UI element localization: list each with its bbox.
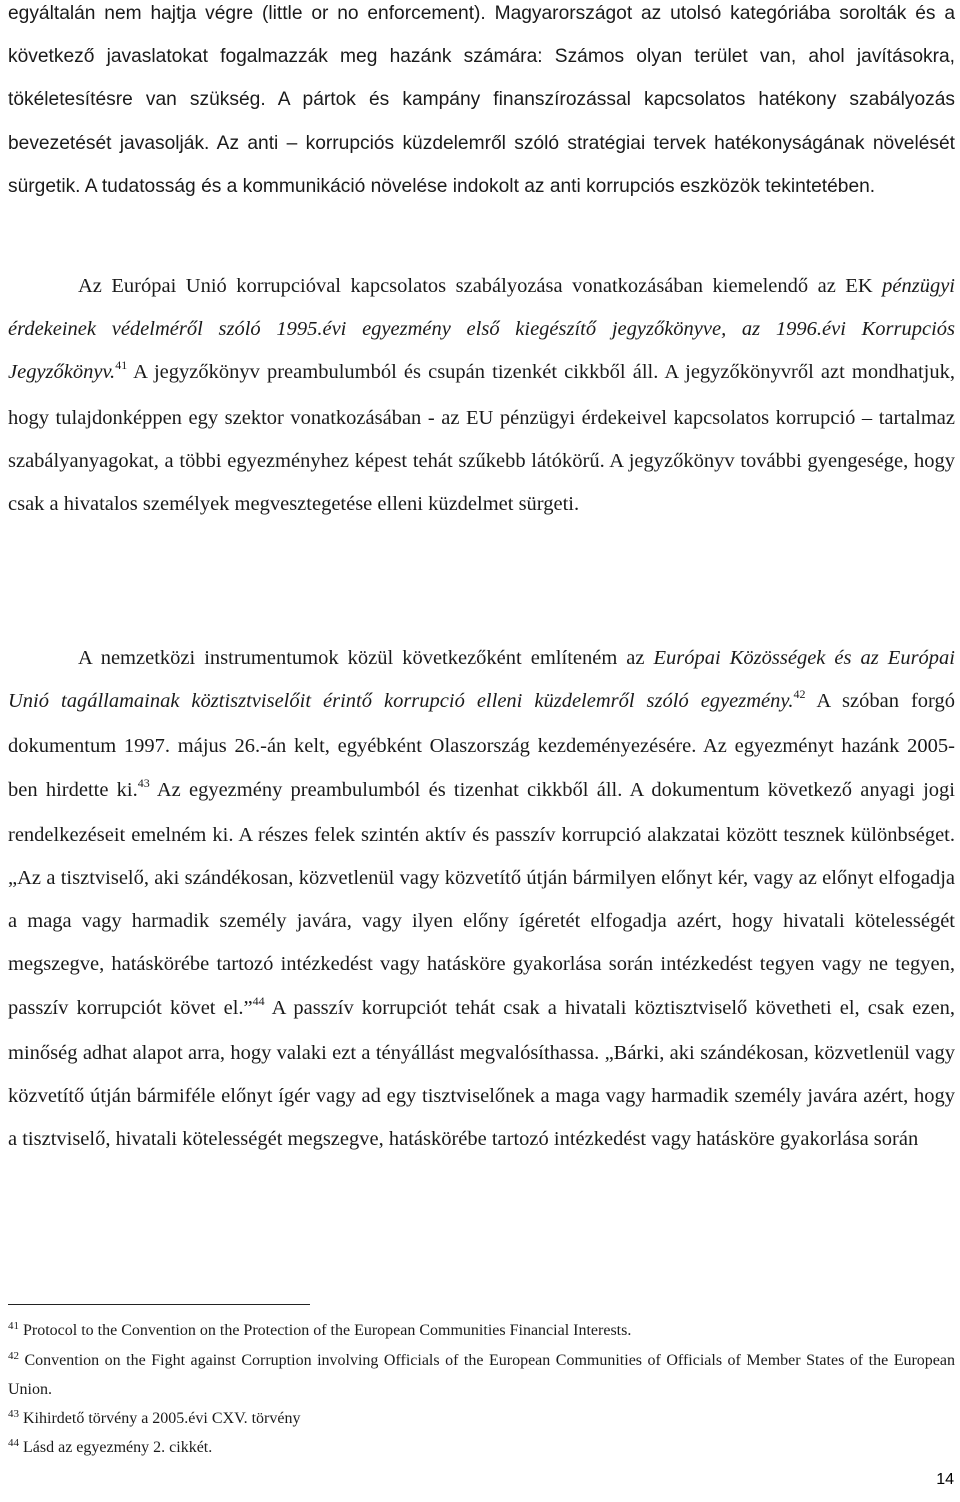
footnote-41 — [8, 1317, 955, 1347]
paragraph-3-text-d: Az egyezmény preambulumból és tizenhat cikkből áll. A dokumentum következő anyagi jogi rendelkezéseit emelném ki. A részes felek szintén aktív és passzív korrupció alakzatai között tesznek különbséget. „Az a tisztviselő, aki szándékosan, közvetlenül vagy közvetítő útján bármilyen előnyt kér, vagy az előnyt elfogadja a maga vagy harmadik személy javára, vagy ilyen előny ígéretét elfogadja azért, hogy hivatali kötelességét megszegve, hatáskörébe tartozó intézkedést vagy hatásköre gyakorlása során intézkedést tegyen vagy ne tegyen, passzív korrupciót követ el.” — [8, 778, 955, 1019]
footnote-text: Protocol to the Convention on the Protection of the European Communities Financial Interests. — [19, 1322, 632, 1339]
paragraph-1-text: egyáltalán nem hajtja végre (little or no enforcement). Magyarországot az utolsó kategóriába sorolták és a következő javaslatokat fogalmazzák meg hazánk számára: Számos olyan terület van, ahol javításokra, tökéletesítésre van szükség. A pártok és kampány finanszírozással kapcsolatos hatékony szabályozás bevezetését javasolják. Az anti – korrupciós küzdelemről szóló stratégiai tervek hatékonyságának növelését sürgetik. A tudatosság és a kommunikáció növelése indokolt az anti korrupciós eszközök tekintetében. — [8, 3, 955, 197]
footnote-number: 43 — [8, 1407, 19, 1420]
footnote-ref-43[interactable]: 43 — [137, 775, 150, 790]
paragraph-3-text-c: A szóban forgó dokumentum 1997. május 26.-án kelt, egyébként Olaszország kezdeményezésére. Az egyezményt hazánk 2005-ben hirdette ki. — [8, 690, 955, 801]
footnote-44 — [8, 1434, 955, 1464]
footnotes — [8, 1317, 955, 1464]
footnote-text: Lásd az egyezmény 2. cikkét. — [19, 1439, 213, 1456]
footnote-43 — [8, 1405, 955, 1435]
paragraph-1 — [8, 0, 955, 208]
footnote-ref-42[interactable]: 42 — [793, 687, 806, 702]
paragraph-2 — [8, 265, 955, 526]
footnote-ref-41[interactable]: 41 — [115, 358, 128, 373]
footnote-text: Convention on the Fight against Corruption involving Officials of the European Communities of Officials of Member States of the European Union. — [8, 1351, 955, 1398]
footnote-ref-44[interactable]: 44 — [252, 993, 265, 1008]
paragraph-2-italic-title: pénzügyi érdekeinek védelméről szóló 1995.évi egyezmény első kiegészítő jegyzőkönyve, az 1996.évi Korrupciós Jegyzőkönyv. — [8, 275, 955, 384]
footnote-text: Kihirdető törvény a 2005.évi CXV. törvény — [19, 1409, 301, 1427]
paragraph-3-italic-title: Európai Közösségek és az Európai Unió tagállamainak köztisztviselőit érintő korrupció elleni küzdelemről szóló egyezmény. — [8, 647, 955, 713]
paragraph-3-text-e: A passzív korrupciót tehát csak a hivatali köztisztviselő követheti el, csak ezen, minőség adhat alapot arra, hogy valaki ezt a tényállást megvalósíthassa. „Bárki, aki szándékosan, közvetlenül vagy közvetítő útján bármiféle előnyt ígér vagy ad egy tisztviselőnek a maga vagy harmadik személy javára azért, hogy a tisztviselő, hivatali kötelességét megszegve, hatáskörébe tartozó intézkedést vagy hatásköre gyakorlása során — [8, 996, 955, 1151]
paragraph-3 — [8, 637, 955, 1161]
footnote-separator — [8, 1304, 310, 1305]
footnote-42 — [8, 1347, 955, 1405]
page-number: 14 — [936, 1471, 954, 1488]
footnote-number: 44 — [8, 1437, 19, 1449]
footnote-number: 41 — [8, 1320, 19, 1332]
paragraph-2-text-a: Az Európai Unió korrupcióval kapcsolatos szabályozása vonatkozásában kiemelendő az EK — [78, 275, 883, 297]
footnote-number: 42 — [8, 1349, 19, 1362]
paragraph-2-text-c: A jegyzőkönyv preambulumból és csupán tizenkét cikkből áll. A jegyzőkönyvről azt mondhatjuk, hogy tulajdonképpen egy szektor vonatkozásában - az EU pénzügyi érdekeivel kapcsolatos korrupció – tartalmaz szabályanyagokat, a többi egyezményhez képest tehát szűkebb látókörű. A jegyzőkönyv további gyengesége, hogy csak a hivatalos személyek megvesztegetése elleni küzdelmet sürgeti. — [8, 361, 955, 516]
paragraph-3-text-a: A nemzetközi instrumentumok közül következőként említeném az — [78, 647, 654, 669]
